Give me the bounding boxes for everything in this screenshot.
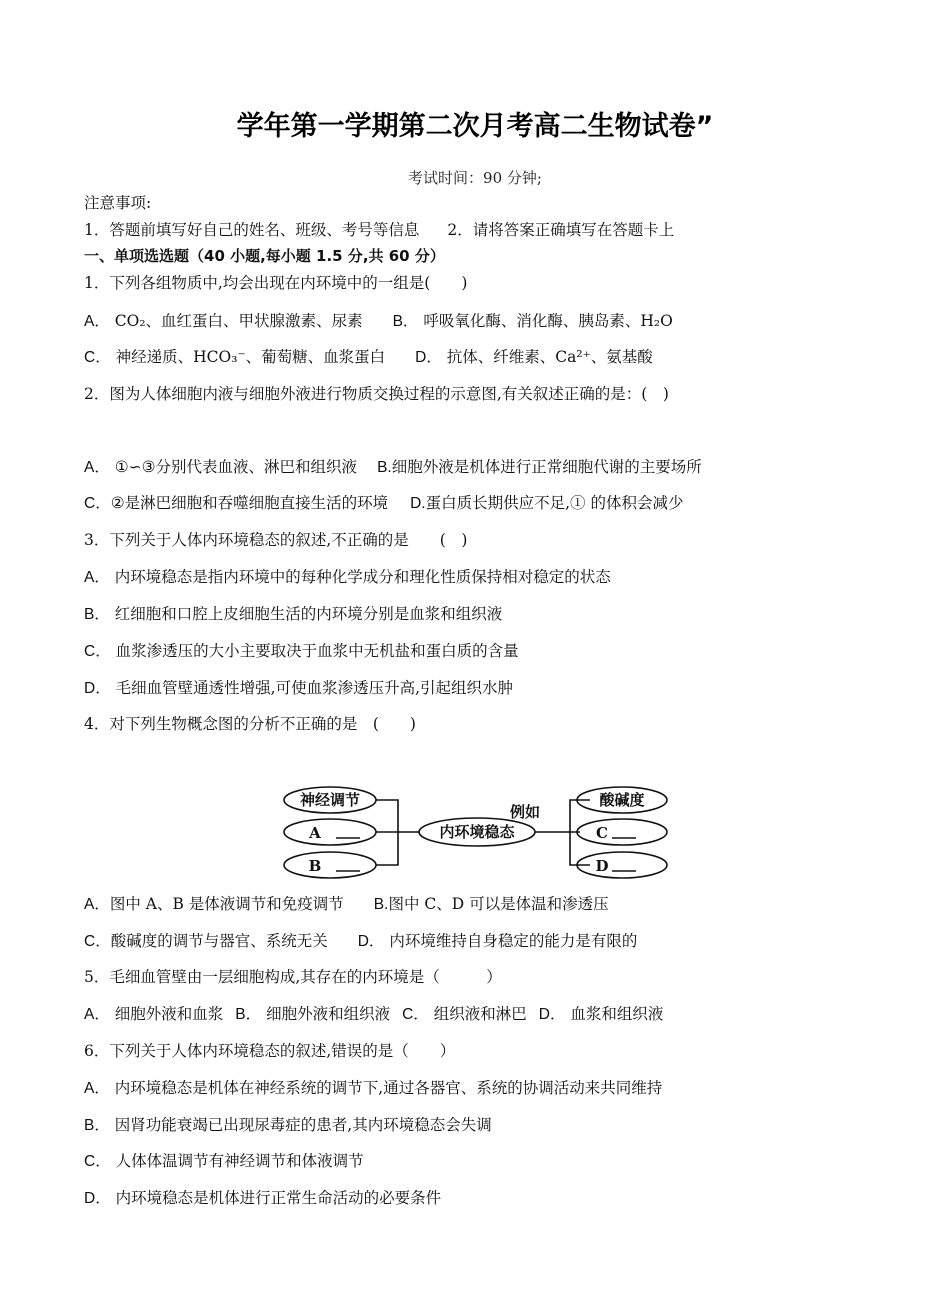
- question-5-options: [84, 1004, 663, 1025]
- option-text: 组织液和淋巴: [433, 1005, 527, 1023]
- node-a: A: [309, 824, 321, 842]
- question-6-option-d: [84, 1188, 441, 1209]
- node-b: B: [308, 857, 322, 875]
- option-text: 内环境稳态是指内环境中的每种化学成分和理化性质保持相对稳定的状态: [114, 568, 611, 586]
- question-2-options-cd: [84, 493, 683, 514]
- option-text: 内环境稳态是机体进行正常生命活动的必要条件: [115, 1189, 442, 1207]
- question-1-options-ab: [84, 311, 673, 332]
- option-text: 呼吸氧化酶、消化酶、胰岛素、H₂O: [423, 312, 673, 330]
- question-6-option-a: [84, 1078, 662, 1099]
- option-text: 神经递质、HCO₃⁻、葡萄糖、血浆蛋白: [115, 348, 386, 366]
- option-label: C．: [84, 495, 111, 512]
- option-text: ①∽③分别代表血液、淋巴和组织液: [114, 458, 358, 476]
- option-label: C．: [84, 349, 111, 366]
- option-text: 因肾功能衰竭已出现尿毒症的患者,其内环境稳态会失调: [114, 1116, 492, 1134]
- option-label: C．: [84, 643, 111, 660]
- option-label: C．: [84, 1153, 111, 1170]
- option-label: A．: [84, 1080, 110, 1097]
- section-heading: 一、单项选选题（40 小题,每小题 1.5 分,共 60 分）: [84, 247, 445, 265]
- option-text: 内环境稳态是机体在神经系统的调节下,通过各器官、系统的协调活动来共同维持: [114, 1079, 663, 1097]
- option-text: 内环境维持自身稳定的能力是有限的: [389, 932, 638, 950]
- option-label: B．: [84, 1117, 110, 1134]
- option-label: D．: [415, 349, 442, 366]
- option-label: D．: [538, 1006, 566, 1023]
- option-text: CO₂、血红蛋白、甲状腺激素、尿素: [114, 312, 363, 330]
- option-text: 血浆和组织液: [570, 1005, 664, 1023]
- node-neural-regulation: 神经调节: [299, 791, 361, 809]
- question-3-option-b: [84, 604, 502, 625]
- node-ph: 酸碱度: [599, 791, 645, 809]
- question-5-stem: 5．毛细血管壁由一层细胞构成,其存在的内环境是（ ）: [84, 968, 502, 986]
- question-2-stem: 2．图为人体细胞内液与细胞外液进行物质交换过程的示意图,有关叙述正确的是：( ): [84, 385, 669, 403]
- option-text: 图中 C、D 可以是体温和渗透压: [388, 895, 609, 913]
- option-label: D．: [357, 933, 385, 950]
- node-homeostasis: 内环境稳态: [439, 823, 515, 841]
- option-label: A．: [84, 569, 110, 586]
- option-text: 人体体温调节有神经调节和体液调节: [115, 1152, 364, 1170]
- option-label: B．: [84, 606, 110, 623]
- question-6-stem: 6．下列关于人体内环境稳态的叙述,错误的是（ ）: [84, 1042, 456, 1060]
- exam-title: 学年第一学期第二次月考高二生物试卷”: [236, 111, 714, 142]
- option-label: B.: [373, 896, 389, 913]
- note-item-2: 2．请将答案正确填写在答题卡上: [447, 221, 675, 239]
- exam-duration: 考试时间：90 分钟;: [408, 169, 542, 187]
- option-label: B．: [392, 313, 419, 330]
- option-text: 细胞外液和血浆: [114, 1005, 224, 1023]
- option-text: 血浆渗透压的大小主要取决于血浆中无机盐和蛋白质的含量: [115, 642, 519, 660]
- question-4-options-ab: [84, 894, 609, 915]
- option-text: 红细胞和口腔上皮细胞生活的内环境分别是血浆和组织液: [114, 605, 503, 623]
- question-3-option-c: [84, 641, 519, 662]
- option-label: A．: [84, 459, 110, 476]
- question-3-option-d: [84, 678, 513, 699]
- notes-heading: 注意事项:: [84, 194, 152, 212]
- option-label: A．: [84, 1006, 110, 1023]
- question-1-stem: 1．下列各组物质中,均会出现在内环境中的一组是( ): [84, 274, 468, 292]
- question-6-option-b: [84, 1115, 492, 1136]
- option-label: A．: [84, 896, 110, 913]
- question-1-options-cd: [84, 347, 653, 368]
- question-3-stem: 3．下列关于人体内环境稳态的叙述,不正确的是 ( ): [84, 531, 468, 549]
- question-2-options-ab: [84, 457, 702, 478]
- option-label: C．: [402, 1006, 429, 1023]
- note-item-1: 1．答题前填写好自己的姓名、班级、考号等信息: [84, 221, 420, 239]
- question-6-option-c: [84, 1151, 364, 1172]
- option-text: 图中 A、B 是体液调节和免疫调节: [109, 895, 344, 913]
- question-4-options-cd: [84, 931, 637, 952]
- option-label: D．: [84, 1190, 111, 1207]
- option-text: 抗体、纤维素、Ca²⁺、氨基酸: [446, 348, 653, 366]
- option-text: 毛细血管壁通透性增强,可使血浆渗透压升高,引起组织水肿: [115, 679, 513, 697]
- option-label: B．: [235, 1006, 262, 1023]
- node-d: D: [595, 857, 609, 875]
- option-text: 细胞外液是机体进行正常细胞代谢的主要场所: [391, 458, 702, 476]
- question-3-option-a: [84, 567, 611, 588]
- option-label: D.: [410, 495, 426, 512]
- question-4-stem: 4．对下列生物概念图的分析不正确的是 ( ): [84, 715, 416, 733]
- concept-map-diagram: [280, 783, 670, 883]
- option-label: D．: [84, 680, 111, 697]
- option-label: C．: [84, 933, 111, 950]
- node-c: C: [596, 824, 608, 842]
- option-label: A．: [84, 313, 110, 330]
- option-label: B.: [377, 459, 392, 476]
- notes-items: [84, 220, 674, 240]
- option-text: ②是淋巴细胞和吞噬细胞直接生活的环境: [110, 494, 389, 512]
- option-text: 蛋白质长期供应不足,① 的体积会减少: [425, 494, 684, 512]
- link-label-example: 例如: [509, 803, 541, 821]
- option-text: 酸碱度的调节与器官、系统无关: [110, 932, 328, 950]
- option-text: 细胞外液和组织液: [266, 1005, 391, 1023]
